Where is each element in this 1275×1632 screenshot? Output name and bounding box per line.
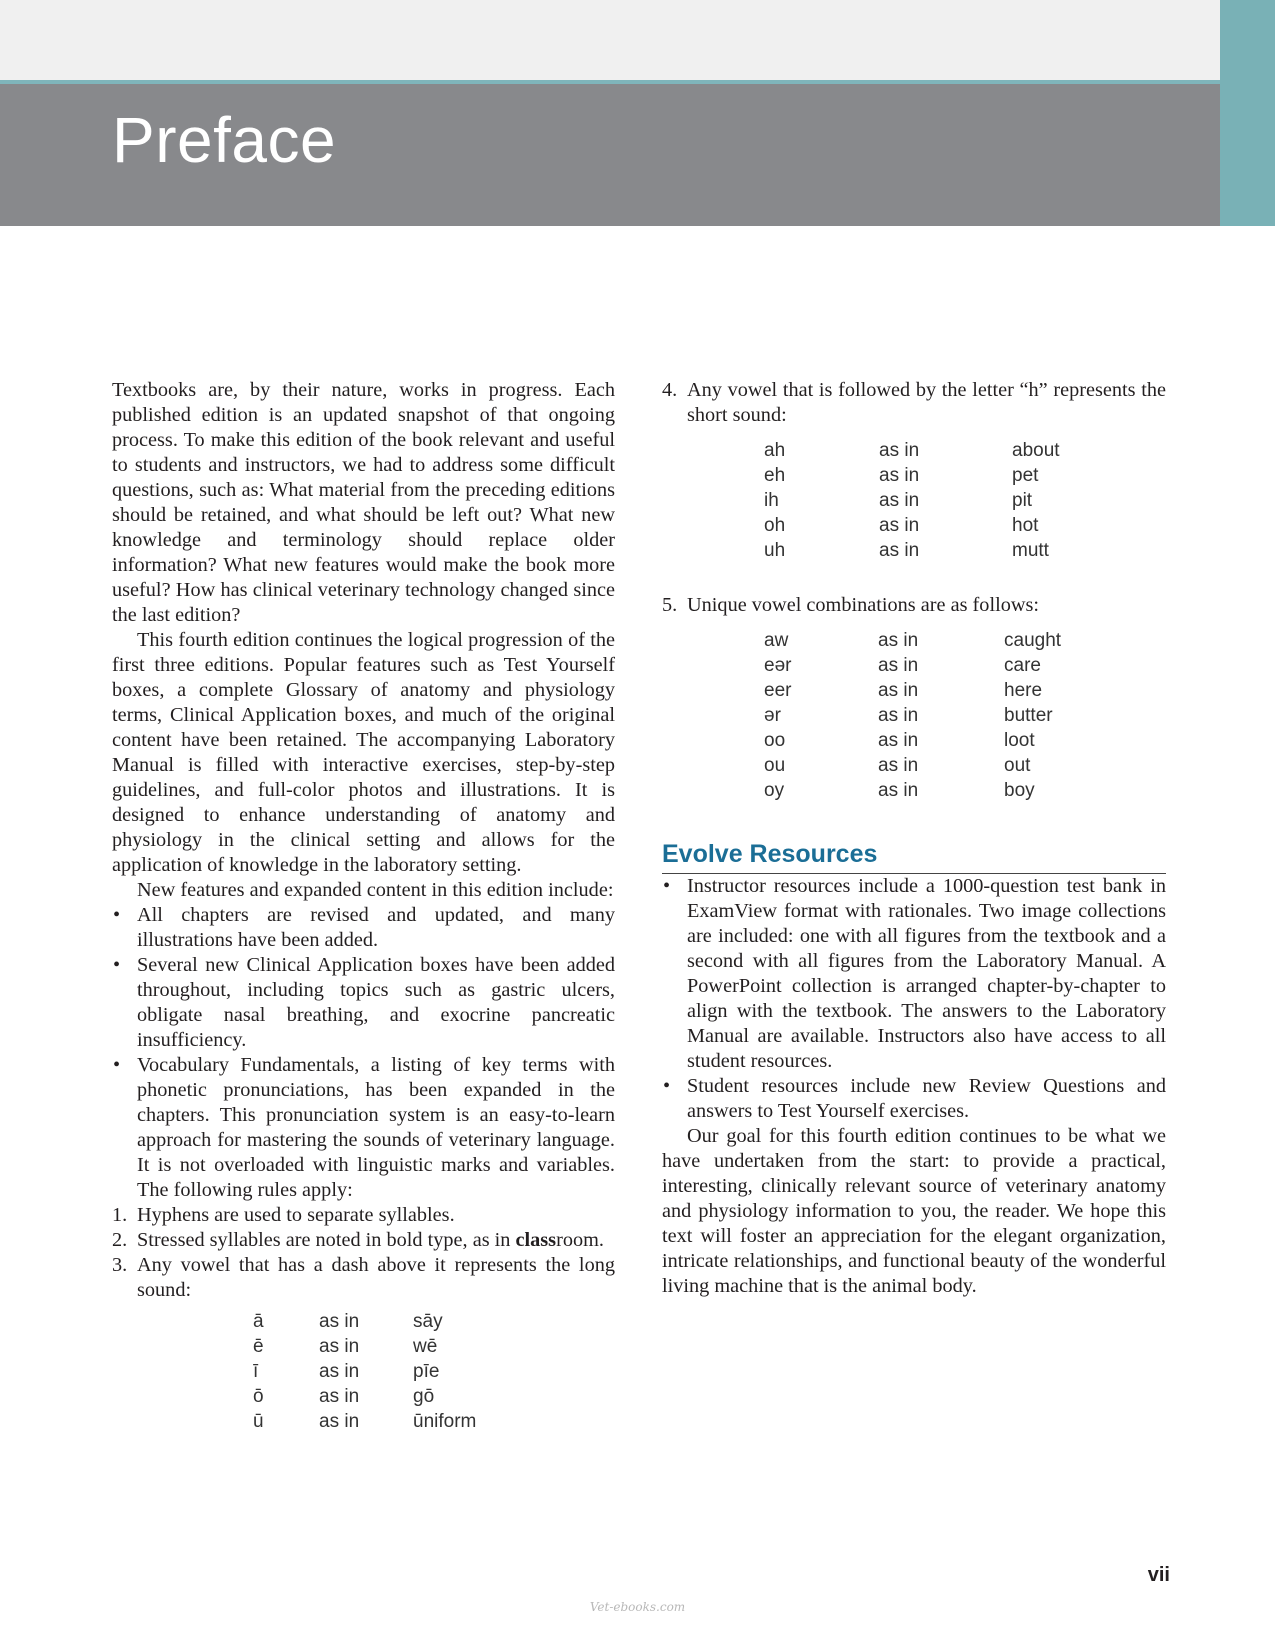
table-row: [764, 488, 1060, 513]
spacer: [662, 563, 1166, 593]
example-cell: butter: [1004, 705, 1053, 726]
vowel-combination-table: [764, 628, 1061, 803]
features-intro: New features and expanded content in this edition include:: [137, 879, 614, 901]
pronunciation-rules-combinations: [662, 593, 1166, 618]
as-in-cell: as in: [319, 1311, 360, 1332]
as-in-cell: as in: [319, 1411, 360, 1432]
list-item: • Several new Clinical Application boxes have been added throughout, including topics such as gastric ulcers, obligate nasal breathing, and exocrine pancreatic insufficiency.: [112, 953, 615, 1053]
table-row: [764, 538, 1060, 563]
rule-text: room.: [556, 1229, 604, 1251]
example-cell: pīe: [413, 1361, 440, 1382]
sound-cell: oh: [764, 515, 786, 536]
as-in-cell: as in: [879, 440, 920, 461]
example-cell: loot: [1004, 730, 1035, 751]
table-row: [764, 628, 1061, 653]
sound-cell: ē: [253, 1336, 264, 1357]
as-in-cell: as in: [878, 730, 919, 751]
table-row: [764, 463, 1060, 488]
rule-item: [662, 593, 1166, 618]
page-title: Preface: [112, 104, 337, 176]
long-vowel-table: [253, 1309, 476, 1434]
table-row: [764, 438, 1060, 463]
sound-cell: eh: [764, 465, 786, 486]
as-in-cell: as in: [319, 1386, 360, 1407]
example-cell: about: [1012, 440, 1060, 461]
rule-text: Any vowel that has a dash above it represents the long sound:: [137, 1254, 615, 1301]
sound-cell: ō: [253, 1386, 264, 1407]
evolve-resources-list: [662, 874, 1166, 1124]
as-in-cell: as in: [879, 515, 920, 536]
example-cell: gō: [413, 1386, 435, 1407]
table-row: [764, 703, 1061, 728]
as-in-cell: as in: [878, 680, 919, 701]
as-in-cell: as in: [878, 655, 919, 676]
sound-cell: ū: [253, 1411, 264, 1432]
as-in-cell: as in: [878, 630, 919, 651]
left-column: [112, 378, 615, 1434]
example-cell: ūniform: [413, 1411, 477, 1432]
rule-number: 3.: [112, 1254, 128, 1276]
table-row: [764, 678, 1061, 703]
example-cell: wē: [413, 1336, 438, 1357]
rule-text: Any vowel that is followed by the letter “h” represents the short sound:: [687, 379, 1166, 426]
sound-cell: oy: [764, 780, 785, 801]
sound-cell: eer: [764, 680, 792, 701]
watermark: Vet-ebooks.com: [589, 1600, 686, 1614]
as-in-cell: as in: [879, 490, 920, 511]
table-row: [253, 1309, 476, 1334]
example-cell: out: [1004, 755, 1031, 776]
table-row: [764, 728, 1061, 753]
rule-item: [112, 1228, 615, 1253]
example-cell: pit: [1012, 490, 1033, 511]
table-row: [764, 653, 1061, 678]
stressed-syllable: class: [515, 1229, 557, 1251]
list-item: • All chapters are revised and updated, and many illustrations have been added.: [112, 903, 615, 953]
table-row: [764, 513, 1060, 538]
rule-number: 2.: [112, 1229, 128, 1251]
edition-paragraph: This fourth edition continues the logical progression of the first three editions. Popular features such as Test Yourself boxes, a complete Glossary of anatomy and physiology terms, Clinical Application boxes, and much of the original content have been retained. The accompanying Laboratory Manual is filled with interactive exercises, step-by-step guidelines, and full-color photos and illustrations. It is designed to enhance understanding of anatomy and physiology in the clinical setting and allows for the application of knowledge in the laboratory setting.: [112, 629, 615, 876]
as-in-cell: as in: [319, 1361, 360, 1382]
example-cell: sāy: [413, 1311, 443, 1332]
as-in-cell: as in: [879, 540, 920, 561]
intro-paragraph: Textbooks are, by their nature, works in progress. Each published edition is an updated snapshot of that ongoing process. To make this edition of the book relevant and useful to students and instructors, we had to address some difficult questions, such as: What material from the preceding editions should be retained, and what should be left out? What new knowledge and terminology should replace older information? What new features would make the book more useful? How has clinical veterinary technology changed since the last edition?: [112, 379, 615, 626]
list-item: • Student resources include new Review Questions and answers to Test Yourself exercises.: [662, 1074, 1166, 1124]
rule-number: 5.: [662, 594, 678, 616]
as-in-cell: as in: [878, 705, 919, 726]
table-row: [764, 753, 1061, 778]
rule-text: Stressed syllables are noted in bold type, as in: [137, 1229, 516, 1251]
pronunciation-rules: [112, 1203, 615, 1303]
chapter-edge-tab: [1220, 0, 1275, 226]
top-band: [0, 0, 1220, 80]
page-number: vii: [1147, 1564, 1170, 1586]
rule-item: [112, 1203, 615, 1228]
section-heading-evolve: Evolve Resources: [662, 839, 1166, 874]
list-item: • Vocabulary Fundamentals, a listing of key terms with phonetic pronunciations, has been expanded in the chapters. This pronunciation system is an easy-to-learn approach for mastering the sounds of veterinary language. It is not overloaded with linguistic marks and variables. The following rules apply:: [112, 1053, 615, 1203]
rule-text: Hyphens are used to separate syllables.: [137, 1204, 455, 1226]
example-cell: pet: [1012, 465, 1039, 486]
as-in-cell: as in: [878, 780, 919, 801]
example-cell: hot: [1012, 515, 1039, 536]
sound-cell: ī: [253, 1361, 259, 1382]
rule-number: 1.: [112, 1204, 128, 1226]
right-column: [662, 378, 1166, 1299]
list-item: • Instructor resources include a 1000-question test bank in ExamView format with rationales. Two image collections are included: one with all figures from the textbook and a second with all figures from the Laboratory Manual. A PowerPoint collection is arranged chapter-by-chapter to align with the textbook. The answers to the Laboratory Manual are available. Instructors also have access to all student resources.: [662, 874, 1166, 1074]
closing-paragraph: Our goal for this fourth edition continues to be what we have undertaken from the start: to provide a practical, interesting, clinically relevant source of veterinary anatomy and physiology information to you, the reader. We hope this text will foster an appreciation for the elegant organization, intricate relationships, and functional beauty of the wonderful living machine that is the animal body.: [662, 1125, 1166, 1297]
example-cell: boy: [1004, 780, 1035, 801]
rule-number: 4.: [662, 379, 678, 401]
rule-item: [662, 378, 1166, 428]
sound-cell: ā: [253, 1311, 264, 1332]
example-cell: mutt: [1012, 540, 1049, 561]
sound-cell: ah: [764, 440, 786, 461]
sound-cell: eər: [764, 655, 792, 676]
sound-cell: oo: [764, 730, 786, 751]
table-row: [253, 1359, 476, 1384]
sound-cell: uh: [764, 540, 786, 561]
as-in-cell: as in: [319, 1336, 360, 1357]
sound-cell: ou: [764, 755, 786, 776]
table-row: [253, 1409, 476, 1434]
table-row: [253, 1334, 476, 1359]
rule-item: [112, 1253, 615, 1303]
sound-cell: ih: [764, 490, 779, 511]
example-cell: here: [1004, 680, 1043, 701]
features-list: [112, 903, 615, 1203]
table-row: [764, 778, 1061, 803]
short-vowel-table: [764, 438, 1060, 563]
pronunciation-rules-continued: [662, 378, 1166, 428]
table-row: [253, 1384, 476, 1409]
sound-cell: aw: [764, 630, 789, 651]
example-cell: care: [1004, 655, 1041, 676]
rule-text: Unique vowel combinations are as follows:: [687, 594, 1040, 616]
example-cell: caught: [1004, 630, 1062, 651]
as-in-cell: as in: [879, 465, 920, 486]
sound-cell: ər: [764, 705, 781, 726]
as-in-cell: as in: [878, 755, 919, 776]
